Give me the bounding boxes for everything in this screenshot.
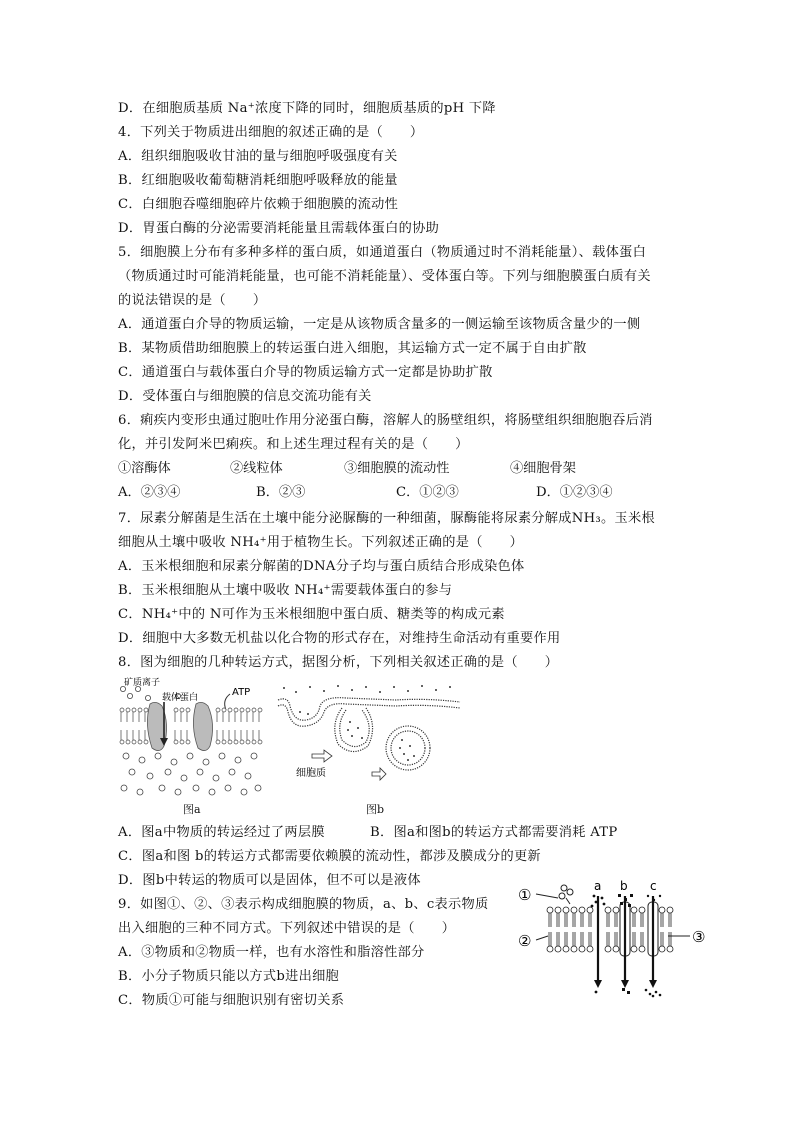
fig-a-intracellular-ions	[121, 753, 261, 795]
q6-item-2: ②线粒体	[230, 461, 283, 476]
fig-b-membrane-outer	[278, 698, 460, 721]
q6-option-c: C．①②③	[396, 485, 459, 500]
q4-option-c: C．白细胞吞噬细胞碎片依赖于细胞膜的流动性	[118, 197, 399, 212]
fig-a-bilayer	[120, 708, 262, 744]
q8-option-d: D．图b中转运的物质可以是固体，但不可以是液体	[118, 873, 421, 888]
q9-stem-line1: 9．如图①、②、③表示构成细胞膜的物质，a、b、c表示物质	[118, 897, 489, 912]
fig9-marker-3: ③	[692, 928, 706, 946]
q9-option-a: A．③物质和②物质一样，也有水溶性和脂溶性部分	[118, 945, 425, 960]
q7-stem-line2: 细胞从土壤中吸收 NH₄⁺用于植物生长。下列叙述正确的是（ ）	[118, 535, 524, 550]
q9-option-c: C．物质①可能与细胞识别有密切关系	[118, 993, 345, 1008]
q5-option-c: C．通道蛋白与载体蛋白介导的物质运输方式一定都是协助扩散	[118, 365, 493, 380]
q8-option-c: C．图a和图 b的转运方式都需要依赖膜的流动性，都涉及膜成分的更新	[118, 849, 541, 864]
fig9-glycoprotein	[559, 885, 573, 904]
fig9-marker-2: ②	[518, 932, 532, 950]
q4-option-a: A．组织细胞吸收甘油的量与细胞呼吸强度有关	[118, 149, 398, 164]
q8-option-a: A．图a中物质的转运经过了两层膜	[118, 825, 325, 840]
q7-stem-line1: 7．尿素分解菌是生活在土壤中能分泌脲酶的一种细菌，脲酶能将尿素分解成NH₃。玉米根	[118, 511, 655, 526]
figure-9-membrane	[518, 876, 710, 1000]
figure-a-active-transport	[118, 676, 264, 798]
fig-b-arrow-1	[312, 750, 332, 762]
q8-option-b: B．图a和图b的转运方式都需要消耗 ATP	[370, 825, 618, 840]
q7-option-d: D．细胞中大多数无机盐以化合物的形式存在，对维持生命活动有重要作用	[118, 631, 561, 646]
fig-b-cytoplasm-label: 细胞质	[296, 768, 326, 779]
fig9-marker-1: ①	[518, 886, 532, 904]
fig9-label-b: b	[620, 879, 628, 893]
figure-b-endocytosis	[276, 684, 462, 796]
q6-item-3: ③细胞膜的流动性	[344, 461, 450, 476]
fig-b-vesicle-2	[386, 726, 430, 770]
fig9-label-a: a	[594, 879, 602, 893]
q6-stem-line2: 化，并引发阿米巴痢疾。和上述生理过程有关的是（ ）	[118, 437, 469, 452]
q6-option-a: A．②③④	[118, 485, 181, 500]
q3-option-d: D．在细胞质基质 Na⁺浓度下降的同时，细胞质基质的pH 下降	[118, 101, 496, 116]
fig-a-atp-arrow	[225, 694, 230, 710]
figure-b-caption: 图b	[366, 803, 385, 816]
fig-b-extracellular-particles	[283, 685, 451, 693]
fig-b-vesicle-contents	[299, 711, 415, 761]
q6-option-d: D．①②③④	[536, 485, 613, 500]
q7-option-b: B．玉米根细胞从土壤中吸收 NH₄⁺需要载体蛋白的参与	[118, 583, 453, 598]
q9-option-b: B．小分子物质只能以方式b进出细胞	[118, 969, 340, 984]
fig9-label-c: c	[650, 879, 657, 893]
q8-stem: 8．图为细胞的几种转运方式，据图分析，下列相关叙述正确的是（ ）	[118, 655, 559, 670]
fig-b-vesicle-1	[335, 708, 373, 752]
figure-a-caption: 图a	[183, 803, 201, 816]
q5-stem-line3: 的说法错误的是（ ）	[118, 293, 267, 308]
fig-b-arrow-2	[372, 768, 386, 780]
q5-option-a: A．通道蛋白介导的物质运输，一定是从该物质含量多的一侧运输至该物质含量少的一侧	[118, 317, 641, 332]
q4-option-d: D．胃蛋白酶的分泌需要消耗能量且需载体蛋白的协助	[118, 221, 440, 236]
q7-option-a: A．玉米根细胞和尿素分解菌的DNA分子均与蛋白质结合形成染色体	[118, 559, 525, 574]
fig-a-carrier-label: 载体蛋白	[162, 693, 199, 703]
q5-option-d: D．受体蛋白与细胞膜的信息交流功能有关	[118, 389, 372, 404]
q5-stem-line2: （物质通过时可能消耗能量，也可能不消耗能量）、受体蛋白等。下列与细胞膜蛋白质有关	[118, 269, 651, 284]
q6-stem-line1: 6．痢疾内变形虫通过胞吐作用分泌蛋白酶，溶解人的肠壁组织，将肠壁组织细胞胞吞后消	[118, 413, 653, 428]
q7-option-c: C．NH₄⁺中的 N可作为玉米根细胞中蛋白质、糖类等的构成元素	[118, 607, 505, 622]
q6-item-4: ④细胞骨架	[510, 461, 576, 476]
fig-a-atp-label: ATP	[232, 687, 251, 698]
q6-option-b: B．②③	[256, 485, 306, 500]
q6-item-1: ①溶酶体	[118, 461, 171, 476]
fig-a-ion-label: 矿质离子	[124, 678, 161, 688]
q5-stem-line1: 5．细胞膜上分布有多种多样的蛋白质，如通道蛋白（物质通过时不消耗能量）、载体蛋白	[118, 245, 647, 260]
q4-option-b: B．红细胞吸收葡萄糖消耗细胞呼吸释放的能量	[118, 173, 398, 188]
q9-stem-line2: 出入细胞的三种不同方式。下列叙述中错误的是（ ）	[118, 921, 456, 936]
q5-option-b: B．某物质借助细胞膜上的转运蛋白进入细胞，其运输方式一定不属于自由扩散	[118, 341, 587, 356]
q4-stem: 4．下列关于物质进出细胞的叙述正确的是（ ）	[118, 125, 424, 140]
